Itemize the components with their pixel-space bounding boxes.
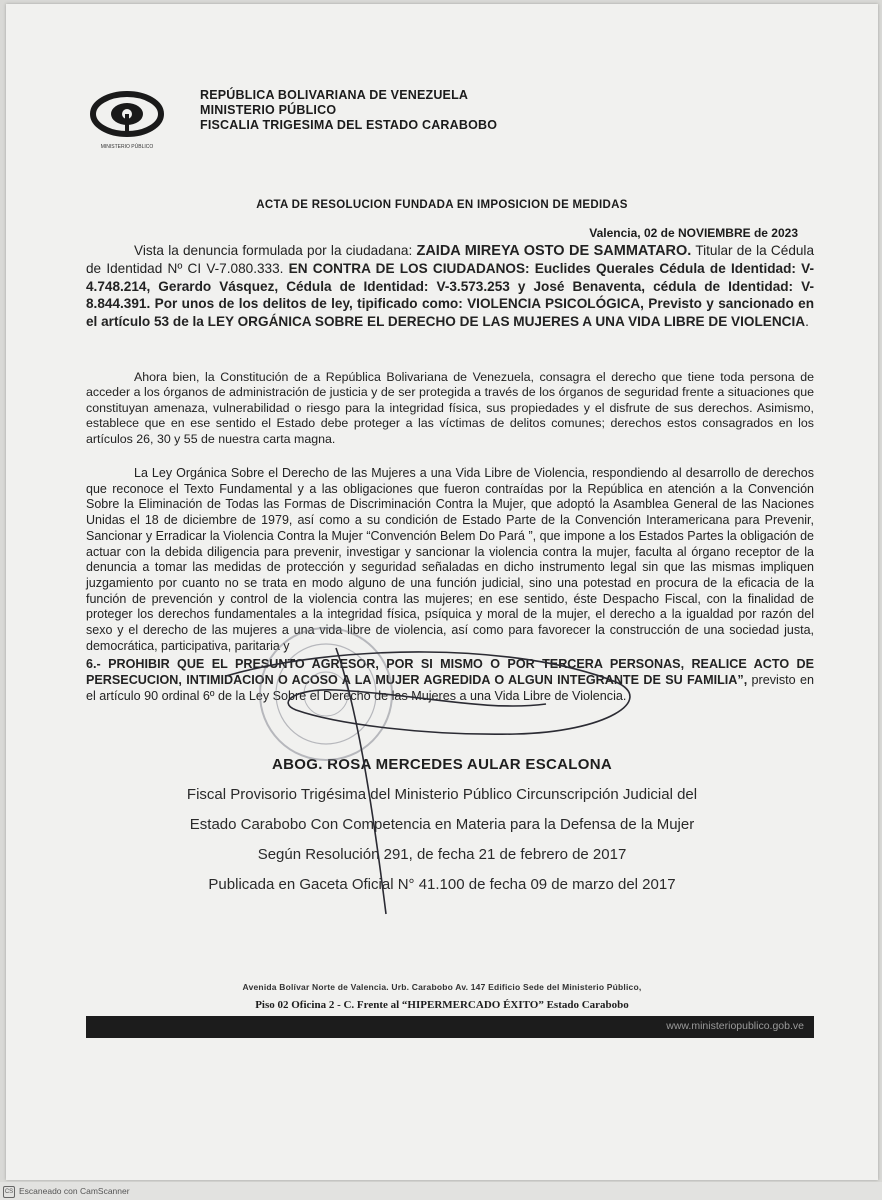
complainant-name: ZAIDA MIREYA OSTO DE SAMMATARO. — [416, 243, 692, 259]
law-text: La Ley Orgánica Sobre el Derecho de las Mujeres a una Vida Libre de Violencia, respondiendo al desarrollo de derechos que reconoce el Texto Fundamental y a las obligaciones que fueron contraídas por la República en atención a la Convención Sobre la Eliminación de Todas las Formas de Discriminación Contra la Mujer, que adoptó la Asamblea General de las Naciones Unidas el 18 de diciembre de 1979, así como a su condición de Estado Parte de la Convención Interamericana para Prevenir, Sancionar y Erradicar la Violencia Contra la Mujer “Convención Belem Do Pará ”, que impone a los Estados Partes la obligación de actuar con la debida diligencia para prevenir, investigar y sancionar la violencia contra la mujer, faculta al órgano receptor de la denuncia a tomar las medidas de protección y seguridad señaladas en dicho instrumento legal sin que las mismas impliquen juzgamiento por cuanto no se trata en modo alguno de una función judicial, sino una potestad en procura de la eficacia de la función de prevención y control de la violencia contra las mujeres; en ese sentido, éste Despacho Fiscal, con la finalidad de proteger los derechos fundamentales a la integridad física, psíquica y moral de la mujer, el derecho a la igualdad por razón del sexo y el derecho de las mujeres a una vida libre de violencia, así como para favorecer la construcción de una sociedad justa, democrática, participativa, paritaria y — [86, 466, 814, 653]
measure-text: 6.- PROHIBIR QUE EL PRESUNTO AGRESOR, POR SI MISMO O POR TERCERA PERSONAS, REALICE ACTO DE PERSECUCION, INTIMIDACION O ACOSO A LA MUJER AGREDIDA O ALGUN INTEGRANTE DE SU FAMILIA”, — [86, 657, 814, 687]
signatory-title-1: Fiscal Provisorio Trigésima del Ministerio Público Circunscripción Judicial del — [186, 786, 698, 803]
svg-text:MINISTERIO PÚBLICO: MINISTERIO PÚBLICO — [100, 144, 154, 150]
measure-paragraph — [86, 656, 814, 704]
accused-list: EN CONTRA DE LOS CIUDADANOS: Euclides Querales Cédula de Identidad: V-4.748.214, Gerardo Vásquez, Cédula de Identidad: V-3.573.253 y José Benaventa, cédula de Identidad: V-8.844.391. — [86, 261, 814, 312]
complaint-intro: Vista la denuncia formulada por la ciudadana: — [134, 243, 417, 258]
constitution-paragraph — [86, 370, 814, 447]
scanner-watermark — [0, 1182, 882, 1200]
signatory-title-4: Publicada en Gaceta Oficial N° 41.100 de fecha 09 de marzo del 2017 — [208, 876, 676, 893]
signatory-title-2: Estado Carabobo Con Competencia en Materia para la Defensa de la Mujer — [189, 816, 695, 833]
law-paragraph — [86, 466, 814, 654]
footer-office: Piso 02 Oficina 2 - C. Frente al “HIPERMERCADO ÉXITO” Estado Carabobo — [255, 999, 629, 1011]
offense-description: VIOLENCIA PSICOLÓGICA, Previsto y sancionado en el artículo 53 de la LEY ORGÁNICA SOBRE EL DERECHO DE LAS MUJERES A UNA VIDA LIBRE DE VIOLENCIA — [86, 296, 814, 329]
offense-intro: Por unos de los delitos de ley, tipificado como: — [150, 296, 468, 312]
header-republic: REPÚBLICA BOLIVARIANA DE VENEZUELA — [200, 88, 469, 102]
institution-header — [200, 88, 497, 133]
document-date: Valencia, 02 de NOVIEMBRE de 2023 — [589, 226, 798, 240]
footer-bar — [86, 1016, 814, 1038]
constitution-text: Ahora bien, la Constitución de a República Bolivariana de Venezuela, consagra el derecho que tiene toda persona de acceder a los órganos de administración de justicia y de ser protegida a través de los órganos de seguridad frente a situaciones que constituyan amenaza, vulnerabilidad o riesgo para la integridad física, sus propiedades y el disfrute de sus derechos. Asimismo, establece que en ese sentido el Estado debe proteger a las víctimas de delitos comunes; derechos estos consagrados en los artículos 26, 30 y 55 de nuestra carta magna. — [86, 370, 814, 446]
complaint-paragraph — [86, 242, 814, 330]
complainant-id: Titular de la Cédula de Identidad Nº CI V-7.080.333. — [86, 243, 815, 277]
footer-website: www.ministeriopublico.gob.ve — [666, 1020, 804, 1032]
footer-address: Avenida Bolívar Norte de Valencia. Urb. Carabobo Av. 147 Edificio Sede del Ministerio Público, — [242, 982, 642, 992]
camscanner-icon: CS — [3, 1186, 15, 1198]
measure-legal-basis: previsto en el artículo 90 ordinal 6º de la Ley Sobre el Derecho de las Mujeres a una Vida Libre de Violencia. — [86, 673, 814, 703]
signatory-title-3: Según Resolución 291, de fecha 21 de febrero de 2017 — [257, 846, 627, 863]
document-page — [6, 4, 878, 1180]
ministerio-publico-logo — [88, 88, 166, 150]
header-office: FISCALIA TRIGESIMA DEL ESTADO CARABOBO — [200, 118, 498, 132]
scanner-text: Escaneado con CamScanner — [19, 1186, 130, 1196]
signatory-name: ABOG. ROSA MERCEDES AULAR ESCALONA — [272, 756, 612, 773]
document-title: ACTA DE RESOLUCION FUNDADA EN IMPOSICION DE MEDIDAS — [256, 199, 628, 211]
complaint-end: . — [805, 313, 809, 329]
header-ministry: MINISTERIO PÚBLICO — [200, 103, 337, 117]
